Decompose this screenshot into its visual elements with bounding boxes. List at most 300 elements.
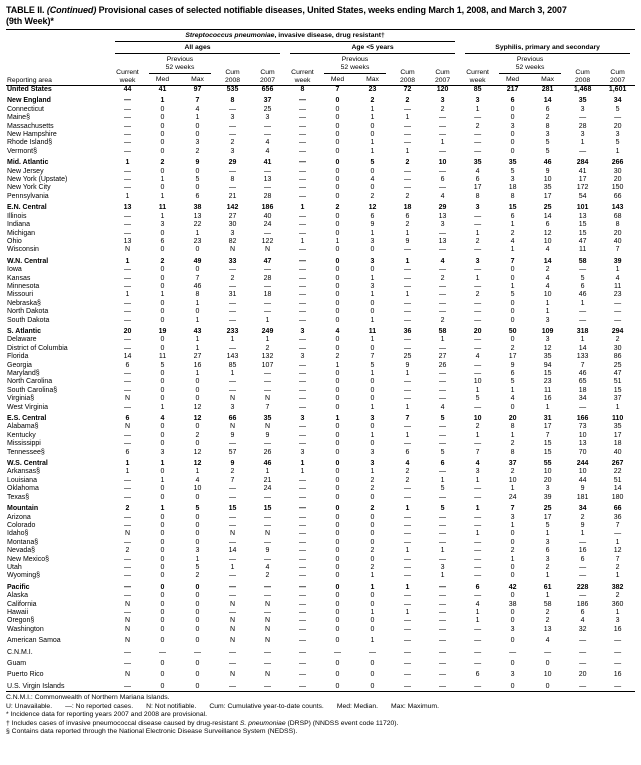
data-cell: — [264, 370, 271, 377]
data-cell: — [229, 282, 236, 290]
data-cell: 10 [193, 485, 202, 493]
data-cell: — [474, 592, 482, 600]
data-cell: 1 [370, 583, 375, 591]
legend-item: Cum: Cumulative year-to-date counts. [209, 702, 324, 710]
data-cell: 1 [195, 229, 200, 237]
data-cell: 20 [508, 415, 517, 423]
data-cell: — [474, 361, 482, 369]
data-cell: 10 [578, 431, 587, 439]
legend-item: Max: Maximum. [391, 702, 439, 710]
legend-item: N: Not notifiable. [146, 702, 197, 710]
data-cell: 266 [611, 159, 624, 167]
previous-52-weeks-header: Previous 52 weeks [320, 54, 390, 74]
data-cell: 0 [370, 617, 375, 625]
table-row [6, 345, 635, 353]
data-cell: 23 [193, 237, 202, 245]
data-cell: — [404, 592, 411, 600]
data-cell: 3 [510, 176, 515, 184]
data-cell: — [124, 440, 131, 448]
data-cell: 0 [335, 229, 340, 237]
data-cell: 1 [510, 485, 515, 493]
data-cell: 0 [160, 274, 165, 282]
data-cell: — [404, 440, 411, 448]
current-week-header: Current week [460, 54, 495, 86]
data-cell: 3 [440, 221, 445, 229]
data-cell: 46 [263, 460, 272, 468]
data-cell: 12 [193, 460, 202, 468]
reporting-area-cell: Nevada§ [7, 547, 36, 555]
data-cell: 0 [510, 308, 515, 316]
data-cell: — [299, 192, 306, 200]
data-cell: 2 [195, 431, 200, 439]
data-cell: 32 [578, 625, 587, 633]
data-cell: 1 [580, 530, 585, 538]
data-cell: 109 [541, 327, 554, 335]
data-cell: — [299, 378, 306, 386]
data-cell: 0 [160, 299, 165, 307]
data-cell: 17 [543, 423, 552, 431]
data-cell: 5 [440, 448, 445, 456]
data-cell: 217 [506, 86, 519, 93]
data-cell: — [229, 316, 236, 324]
data-cell: 2 [615, 336, 620, 344]
data-cell: 0 [335, 637, 340, 645]
data-cell: — [229, 167, 236, 175]
data-cell: 30 [613, 167, 622, 175]
data-cell: 2 [545, 266, 550, 274]
data-cell: 6 [125, 415, 130, 423]
data-cell: N [124, 246, 131, 254]
data-cell: 4 [335, 327, 340, 335]
data-cell: 68 [613, 212, 622, 220]
table-row [6, 370, 635, 378]
data-cell: 1 [265, 468, 270, 476]
data-cell: 22 [613, 468, 622, 476]
data-cell: 1 [510, 521, 515, 529]
data-cell: — [124, 572, 131, 580]
data-cell: 46 [578, 370, 587, 377]
data-cell: 1 [405, 257, 410, 265]
data-cell: N [264, 671, 271, 679]
data-cell: — [614, 637, 622, 645]
data-cell: — [124, 274, 131, 282]
data-cell: 1 [475, 476, 480, 484]
data-cell: 3 [160, 448, 165, 456]
table-row [6, 176, 635, 184]
data-cell: — [439, 114, 447, 122]
data-cell: — [614, 308, 622, 316]
data-cell: 13 [578, 440, 587, 448]
data-cell: — [124, 648, 131, 656]
data-cell: — [299, 440, 306, 448]
data-cell: 2 [160, 257, 165, 265]
footnote-dagger: † Includes cases of invasive pneumococcal disease caused by drug-resistant S. pneumoniae (DRSP) (NNDSS event code 11720). [6, 719, 399, 727]
data-cell: — [474, 440, 482, 448]
data-cell: — [474, 485, 482, 493]
data-cell: 5 [195, 505, 200, 513]
data-cell: — [229, 386, 236, 394]
data-cell: 10 [543, 671, 552, 679]
table-row [6, 300, 635, 308]
table-row [6, 238, 635, 246]
data-cell: — [264, 682, 271, 690]
table-row [6, 494, 635, 502]
data-cell: 2 [265, 572, 270, 580]
data-cell: 0 [510, 114, 515, 122]
data-cell: 19 [158, 327, 167, 335]
data-cell: 0 [335, 246, 340, 254]
data-cell: — [474, 336, 482, 344]
reporting-area-cell: South Carolina§ [7, 386, 58, 394]
data-cell: — [439, 608, 447, 616]
data-cell: 0 [370, 395, 375, 403]
data-cell: 0 [160, 555, 165, 563]
data-cell: 1 [475, 505, 480, 513]
data-cell: 27 [193, 353, 202, 361]
data-cell: 0 [335, 291, 340, 299]
data-cell: 0 [160, 660, 165, 667]
data-cell: 20 [543, 476, 552, 484]
data-cell: 1 [440, 547, 445, 555]
table-row [6, 626, 635, 634]
reporting-area-cell: South Dakota [7, 316, 50, 324]
data-cell: 1 [370, 572, 375, 580]
data-cell: 5 [510, 167, 515, 175]
data-cell: 2 [510, 468, 515, 476]
data-cell: — [439, 167, 447, 175]
data-cell: N [124, 625, 131, 633]
data-cell: — [439, 308, 447, 316]
data-cell: — [404, 131, 411, 139]
data-cell: 28 [263, 192, 272, 200]
data-cell: 1 [475, 105, 480, 113]
data-cell: 0 [195, 600, 200, 608]
data-cell: 0 [510, 682, 515, 690]
reporting-area-cell: American Samoa [7, 637, 61, 645]
data-cell: — [579, 316, 587, 324]
reporting-area-cell: New Hampshire [7, 131, 57, 139]
data-cell: 23 [368, 86, 377, 93]
data-cell: 0 [510, 316, 515, 324]
reporting-area-cell: C.N.M.I. [7, 648, 33, 656]
data-cell: 70 [578, 448, 587, 456]
data-cell: 1 [195, 316, 200, 324]
reporting-area-cell: Oklahoma [7, 485, 39, 493]
data-cell: 4 [545, 246, 550, 254]
table-row [6, 564, 635, 572]
data-cell: — [579, 114, 587, 122]
data-cell: — [579, 147, 587, 155]
data-cell: 35 [473, 159, 482, 167]
footnotes [6, 694, 635, 737]
data-cell: — [404, 344, 411, 352]
data-cell: 24 [263, 485, 272, 493]
data-cell: 3 [300, 353, 305, 361]
data-cell: 0 [335, 316, 340, 324]
data-cell: 1 [370, 370, 375, 377]
data-cell: 0 [160, 431, 165, 439]
data-cell: 360 [611, 600, 624, 608]
data-cell: 0 [160, 395, 165, 403]
data-cell: 1 [265, 316, 270, 324]
data-cell: 0 [195, 530, 200, 538]
reporting-area-cell: Oregon§ [7, 617, 35, 625]
data-cell: 0 [335, 370, 340, 377]
data-cell: 46 [543, 159, 552, 167]
data-cell: 0 [160, 547, 165, 555]
data-cell: 0 [335, 167, 340, 175]
data-cell: 3 [545, 485, 550, 493]
data-cell: 1 [125, 192, 130, 200]
data-cell: — [124, 386, 131, 394]
data-cell: 0 [370, 122, 375, 130]
data-cell: 120 [436, 86, 449, 93]
data-cell: 49 [193, 257, 202, 265]
data-cell: — [229, 308, 236, 316]
data-cell: 249 [261, 327, 274, 335]
data-cell: 0 [160, 114, 165, 122]
data-cell: 14 [228, 547, 237, 555]
data-cell: — [439, 468, 447, 476]
data-cell: 6 [510, 370, 515, 377]
data-cell: — [299, 386, 306, 394]
data-cell: 2 [405, 97, 410, 105]
data-cell: 0 [370, 266, 375, 274]
data-cell: 11 [158, 204, 167, 212]
data-cell: 10 [578, 468, 587, 476]
data-cell: 6 [370, 212, 375, 220]
data-cell: 3 [370, 448, 375, 456]
data-cell: 13 [543, 625, 552, 633]
data-cell: — [474, 308, 482, 316]
data-cell: 50 [508, 327, 517, 335]
data-cell: — [299, 159, 306, 167]
data-cell: 1 [125, 257, 130, 265]
data-cell: 1 [580, 139, 585, 147]
table-row [6, 395, 635, 403]
data-cell: — [404, 572, 411, 580]
data-cell: — [579, 572, 587, 580]
data-cell: — [299, 184, 306, 192]
data-cell: 39 [613, 257, 622, 265]
data-cell: 9 [545, 167, 550, 175]
data-cell: — [264, 648, 271, 656]
data-cell: — [124, 147, 131, 155]
data-cell: 1 [195, 336, 200, 344]
data-cell: 12 [193, 448, 202, 456]
data-cell: 0 [195, 423, 200, 431]
data-cell: — [474, 555, 482, 563]
data-cell: 0 [160, 682, 165, 690]
data-cell: N [124, 423, 131, 431]
data-cell: — [474, 139, 482, 147]
data-cell: 0 [370, 625, 375, 633]
data-cell: 3 [510, 122, 515, 130]
strep-group-header [110, 30, 460, 43]
data-cell: 3 [300, 327, 305, 335]
data-cell: 4 [265, 147, 270, 155]
data-cell: — [439, 147, 447, 155]
data-cell: — [474, 344, 482, 352]
data-cell: 1 [405, 147, 410, 155]
reporting-area-cell: Delaware [7, 336, 37, 344]
data-cell: 8 [230, 97, 235, 105]
data-cell: 1 [370, 403, 375, 411]
data-cell: 1 [510, 246, 515, 254]
data-cell: — [404, 139, 411, 147]
data-cell: 0 [335, 493, 340, 501]
reporting-area-cell: New England [7, 97, 51, 105]
data-cell: — [404, 493, 411, 501]
data-cell: 11 [578, 246, 587, 254]
data-cell: 2 [475, 237, 480, 245]
data-cell: 1 [370, 637, 375, 645]
data-cell: 0 [335, 440, 340, 448]
data-cell: — [299, 547, 306, 555]
data-cell: 38 [193, 204, 202, 212]
data-cell: 0 [335, 660, 340, 667]
data-cell: 15 [613, 386, 622, 394]
data-cell: — [404, 122, 411, 130]
data-cell: 31 [543, 415, 552, 423]
legend-item: —: No reported cases. [65, 702, 134, 710]
data-cell: — [124, 370, 131, 377]
data-cell: — [439, 555, 447, 563]
data-cell: — [404, 308, 411, 316]
data-cell: N [229, 625, 236, 633]
data-cell: 0 [335, 299, 340, 307]
table-row [6, 440, 635, 448]
data-cell: 0 [195, 625, 200, 633]
data-cell: — [229, 513, 236, 521]
data-cell: 0 [370, 299, 375, 307]
data-cell: 2 [405, 221, 410, 229]
data-cell: — [264, 440, 271, 448]
data-cell: 101 [576, 204, 589, 212]
data-cell: 0 [335, 530, 340, 538]
data-cell: 15 [578, 221, 587, 229]
data-cell: 0 [335, 131, 340, 139]
data-cell: 1 [160, 212, 165, 220]
data-cell: 0 [160, 184, 165, 192]
table-row [6, 106, 635, 114]
data-cell: 0 [195, 131, 200, 139]
data-cell: 2 [510, 440, 515, 448]
data-cell: — [264, 299, 271, 307]
data-cell: 15 [228, 505, 237, 513]
data-cell: 9 [405, 237, 410, 245]
data-cell: 1 [125, 460, 130, 468]
data-cell: N [124, 637, 131, 645]
data-cell: 1 [475, 617, 480, 625]
current-week-header: Current week [110, 54, 145, 86]
data-cell: 66 [228, 415, 237, 423]
data-cell: 25 [403, 353, 412, 361]
table-row [6, 378, 635, 386]
reporting-area-cell: W.S. Central [7, 460, 48, 468]
data-cell: 1 [370, 316, 375, 324]
data-cell: 20 [473, 327, 482, 335]
cum-2008-header: Cum 2008 [390, 54, 425, 86]
data-cell: 36 [613, 513, 622, 521]
data-cell: 0 [370, 682, 375, 690]
data-cell: 2 [510, 547, 515, 555]
data-cell: — [404, 336, 411, 344]
med-header: Med [320, 74, 355, 86]
table-row [6, 148, 635, 156]
data-cell: 0 [160, 521, 165, 529]
data-cell: 42 [508, 583, 517, 591]
data-cell: 2 [370, 505, 375, 513]
data-cell: — [299, 167, 306, 175]
data-cell: 1 [405, 114, 410, 122]
data-cell: 14 [613, 485, 622, 493]
data-cell: 0 [335, 105, 340, 113]
data-cell: — [299, 97, 306, 105]
data-cell: 37 [508, 460, 517, 468]
data-cell: 0 [335, 671, 340, 679]
data-cell: 29 [438, 204, 447, 212]
data-cell: — [474, 538, 482, 546]
data-cell: N [264, 246, 271, 254]
data-cell: 10 [473, 378, 482, 386]
data-cell: 30 [228, 221, 237, 229]
reporting-area-cell: Massachusetts [7, 122, 54, 130]
data-cell: 7 [580, 361, 585, 369]
data-cell: — [404, 648, 411, 656]
data-cell: 2 [125, 547, 130, 555]
data-cell: 1 [335, 361, 340, 369]
reporting-area-cell: Texas§ [7, 493, 30, 501]
data-cell: 5 [615, 105, 620, 113]
table-row [6, 353, 635, 361]
data-cell: 5 [440, 485, 445, 493]
data-cell: 0 [195, 440, 200, 448]
data-cell: — [439, 229, 447, 237]
data-cell: 0 [195, 592, 200, 600]
reporting-area-cell: Montana§ [7, 538, 39, 546]
data-cell: N [264, 617, 271, 625]
data-cell: 13 [438, 212, 447, 220]
data-cell: 0 [160, 308, 165, 316]
data-cell: 55 [543, 460, 552, 468]
reporting-area-cell: Mountain [7, 505, 39, 513]
data-cell: 0 [510, 105, 515, 113]
data-cell: 0 [195, 246, 200, 254]
table-row [6, 97, 635, 105]
data-cell: 4 [510, 395, 515, 403]
data-cell: 0 [335, 221, 340, 229]
data-cell: — [124, 660, 131, 667]
data-cell: 1 [440, 572, 445, 580]
data-cell: — [404, 274, 411, 282]
table-row [6, 572, 635, 580]
data-cell: 2 [475, 122, 480, 130]
data-cell: 21 [228, 192, 237, 200]
data-cell: — [404, 395, 411, 403]
data-cell: 0 [160, 513, 165, 521]
data-cell: 34 [578, 505, 587, 513]
data-cell: 0 [335, 600, 340, 608]
data-cell: — [439, 513, 447, 521]
data-cell: — [264, 521, 271, 529]
data-cell: — [299, 617, 306, 625]
reporting-area-cell: Idaho§ [7, 530, 29, 538]
data-cell: 0 [335, 378, 340, 386]
data-cell: — [124, 608, 131, 616]
data-cell: — [299, 147, 306, 155]
data-cell: 26 [263, 448, 272, 456]
